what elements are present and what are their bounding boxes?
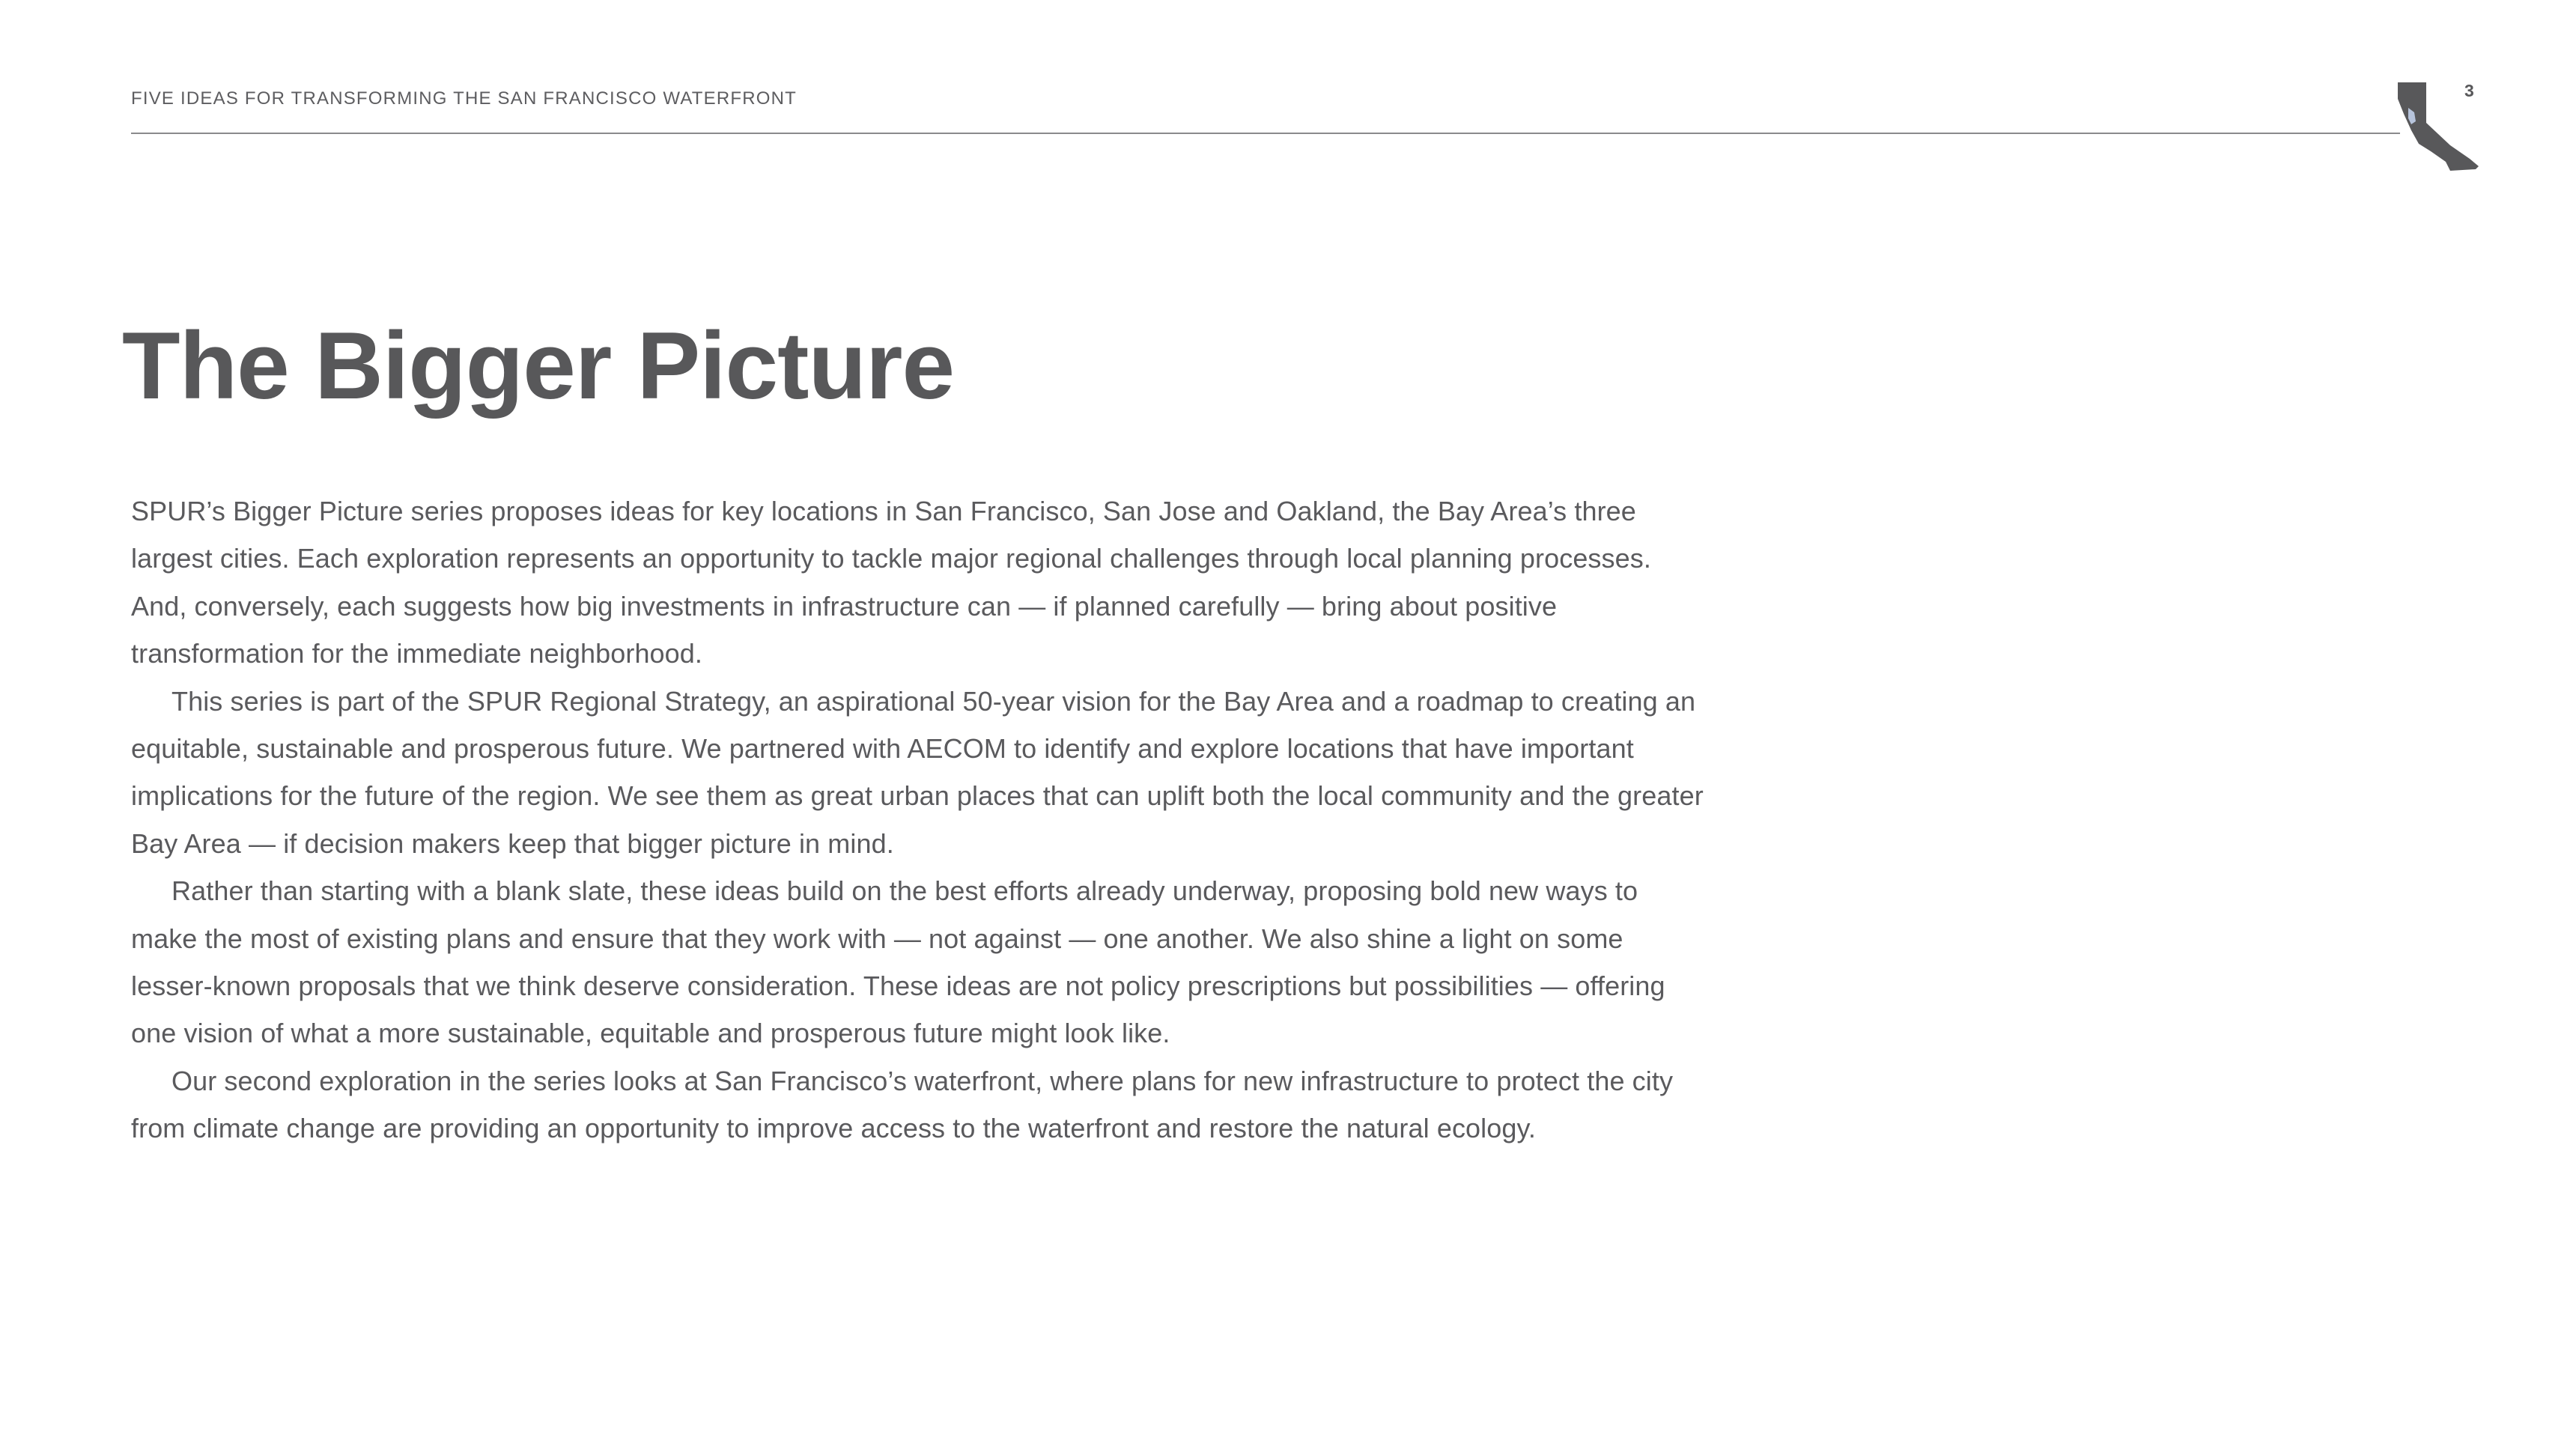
paragraph: Rather than starting with a blank slate, these ideas build on the best efforts already underway, proposing bold new ways to make the most of existing plans and ensure that they work with — not against — one another. We also shine a light on some lesser-known proposals that we think deserve consideration. These ideas are not policy prescriptions but possibilities — offering one vision of what a more sustainable, equitable and prosperous future might look like. [131, 875, 1665, 1049]
page-title: The Bigger Picture [122, 312, 955, 419]
paragraph: This series is part of the SPUR Regional Strategy, an aspirational 50-year vision for the Bay Area and a roadmap to creating an equitable, sustainable and prosperous future. We partnered with AECOM to identify and explore locations that have important implications for the future of the region. We see them as great urban places that can uplift both the local community and the greater Bay Area — if decision makers keep that bigger picture in mind. [131, 685, 1704, 859]
running-header: FIVE IDEAS FOR TRANSFORMING THE SAN FRANCISCO WATERFRONT [131, 88, 798, 109]
paragraph: SPUR’s Bigger Picture series proposes ideas for key locations in San Francisco, San Jose and Oakland, the Bay Area’s three largest cities. Each exploration represents an opportunity to tackle major regional challenges through local planning processes. And, conversely, each suggests how big investments in infrastructure can — if planned carefully — bring about positive transformation for the immediate neighborhood. [131, 496, 1651, 669]
header-divider [131, 133, 2400, 134]
paragraph: Our second exploration in the series looks at San Francisco’s waterfront, where plans for new infrastructure to protect the city from climate change are providing an opportunity to improve access to the waterfront and restore the natural ecology. [131, 1065, 1674, 1144]
page-number: 3 [2464, 81, 2474, 100]
body-text [131, 487, 1704, 1152]
